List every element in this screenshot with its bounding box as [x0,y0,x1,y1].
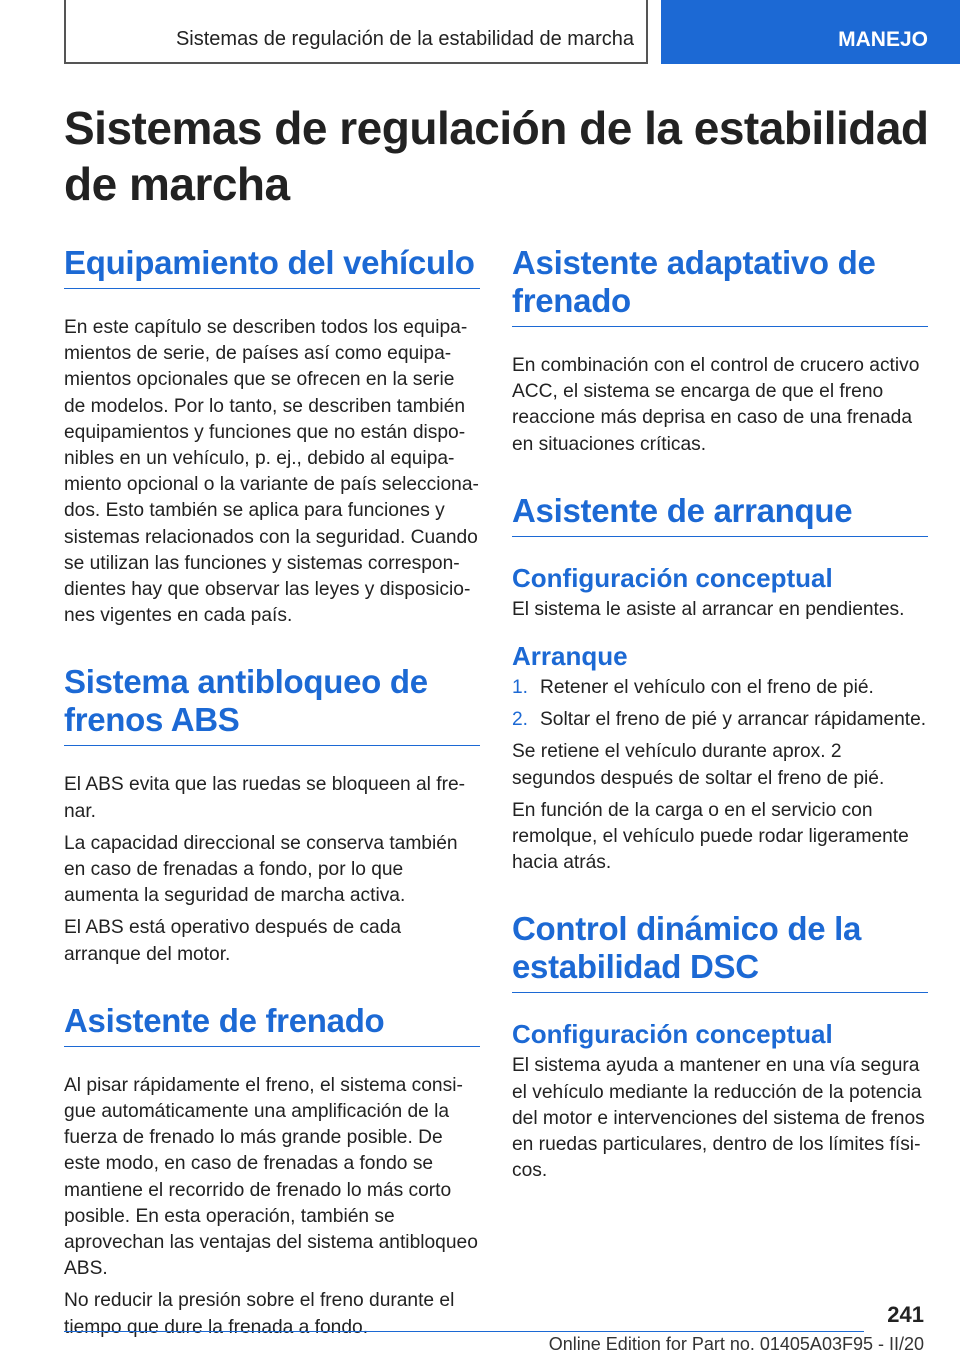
heading-asistente-arranque: Asistente de arranque [512,492,928,537]
list-item [512,675,928,701]
heading-asistente-adaptativo: Asistente adaptativo de frenado [512,244,928,327]
step-number: 1. [512,677,529,699]
section-tab-label: MANEJO [838,28,928,51]
step-text: Soltar el freno de pié y arrancar rápidamente. [540,709,927,731]
paragraph: En combinación con el control de crucero activo ACC, el sistema se encarga de que el freno reaccione más deprisa en caso de una frenada en situaciones críticas. [512,355,920,455]
page-title: Sistemas de regulación de la estabilidad de marcha [64,102,929,210]
paragraph: La capacidad direccional se conserva también en caso de frenadas a fondo, por lo que aumenta la seguridad de marcha activa. [64,832,458,907]
footer-divider [64,1331,864,1332]
step-text: Retener el vehículo con el freno de pié. [540,677,874,699]
paragraph: El sistema le asiste al arrancar en pendientes. [512,598,905,620]
paragraph: No reducir la presión sobre el freno durante el tiempo que dure la frenada a fondo. [64,1290,455,1338]
page-number: 241 [887,1302,924,1327]
paragraph: En este capítulo se describen todos los equipamientos de serie, de países así como equipamientos opcionales que se ofrecen en la serie de modelos. Por lo tanto, se describen también equipamientos y funciones que no están disponibles en un vehículo, p. ej., debido al equipamiento opcional o la variante de país seleccionados. Esto también se aplica para funciones y sistemas relacionados con la seguridad. Cuando se utilizan las funciones y sistemas correspondientes hay que observar las leyes y disposiciones vigentes en cada país. [64,317,479,627]
paragraph: El sistema ayuda a mantener en una vía segura el vehículo mediante la reducción de la potencia del motor e intervenciones del sistema de frenos en ruedas particulares, dentro de los límites físicos. [512,1055,925,1182]
section-tab[interactable] [661,0,960,64]
subheading-configuracion: Configuración conceptual [512,562,833,593]
paragraph: Se retiene el vehículo durante aprox. 2 segundos después de soltar el freno de pié. [512,741,885,789]
paragraph: El ABS está operativo después de cada arranque del motor. [64,917,402,965]
paragraph: En función de la carga o en el servicio con remolque, el vehículo puede rodar ligeramente hacia atrás. [512,799,909,874]
heading-asistente-frenado: Asistente de frenado [64,1002,480,1047]
heading-abs: Sistema antibloqueo de frenos ABS [64,663,480,746]
heading-equipamiento: Equipamiento del vehículo [64,244,480,289]
subheading-configuracion: Configuración conceptual [512,1019,833,1050]
edition-note: Online Edition for Part no. 01405A03F95 - II/20 [548,1334,924,1354]
list-item [512,707,928,733]
paragraph: El ABS evita que las ruedas se bloqueen al frenar. [64,774,466,822]
running-title: Sistemas de regulación de la estabilidad de marcha [175,28,634,50]
right-column [512,244,928,1184]
header-box [64,0,648,64]
paragraph: Al pisar rápidamente el freno, el sistema consigue automáticamente una amplificación de la fuerza de frenado lo más grande posible. De este modo, en caso de frenadas a fondo se mantiene el recorrido de frenado lo más corto posible. En esta operación, también se aprovechan las ventajas del sistema antibloqueo ABS. [64,1074,478,1280]
left-column [64,244,480,1341]
step-number: 2. [512,709,529,731]
steps-list [512,675,928,733]
subheading-arranque: Arranque [512,641,628,672]
heading-dsc: Control dinámico de la estabilidad DSC [512,910,928,993]
